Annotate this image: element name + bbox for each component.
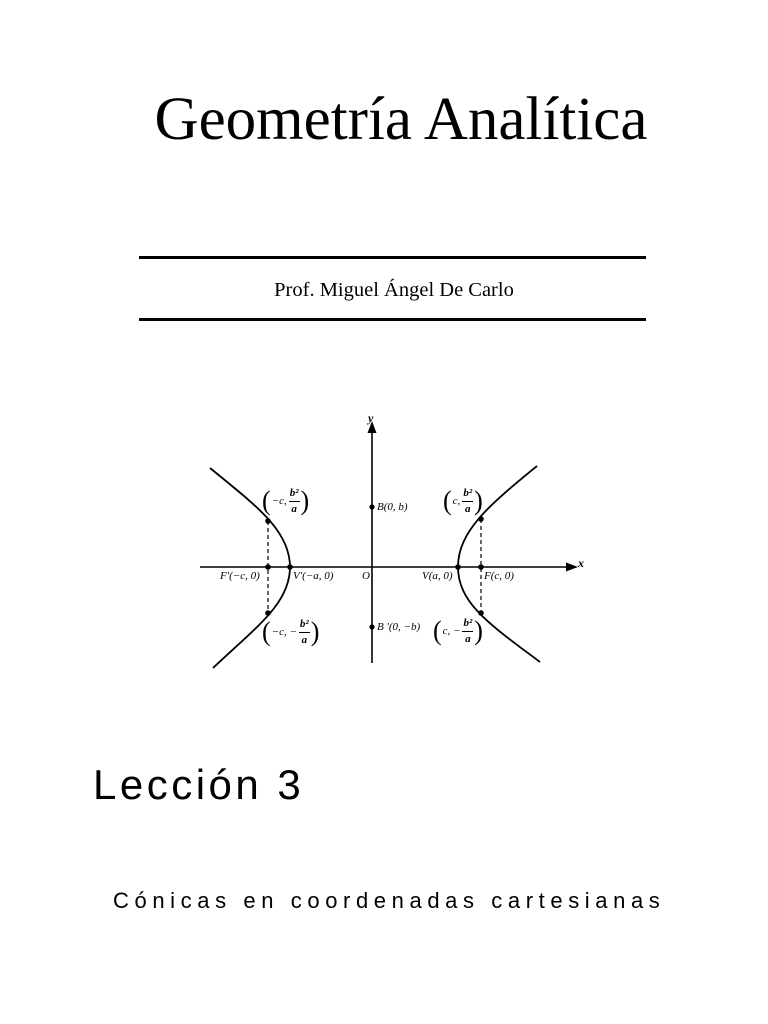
fraction-denominator: a (465, 632, 471, 645)
fraction-numerator: b² (462, 618, 473, 632)
fraction-denominator: a (291, 502, 297, 515)
latus-lower-left-label (262, 616, 320, 648)
vertex-left-label: V′(−a, 0) (293, 570, 334, 582)
point-vertex-right (455, 564, 461, 570)
origin-label: O (362, 570, 370, 582)
coordinate-prefix: −c, (271, 494, 287, 507)
focus-right-label: F(c, 0) (484, 570, 514, 582)
fraction (462, 618, 473, 645)
fraction (462, 488, 473, 515)
open-paren: ( (262, 616, 271, 648)
open-paren: ( (433, 615, 442, 647)
coordinate-prefix: c, (452, 494, 461, 507)
vertex-right-label: V(a, 0) (422, 570, 453, 582)
lesson-subtitle: Cónicas en coordenadas cartesianas (113, 888, 666, 913)
author-name: Prof. Miguel Ángel De Carlo (274, 279, 514, 301)
point-latus-upper-left (265, 518, 271, 524)
focus-left-label: F′(−c, 0) (220, 570, 260, 582)
point-latus-lower-left (265, 610, 271, 616)
close-paren: ) (474, 615, 483, 647)
document-title: Geometría Analítica (154, 86, 648, 153)
fraction-numerator: b² (299, 619, 310, 633)
x-axis-label: x (578, 556, 584, 570)
point-focus-right (478, 564, 484, 570)
latus-lower-right-label (433, 615, 483, 647)
lesson-number: Lección 3 (93, 761, 305, 808)
x-axis-arrowhead (566, 563, 578, 572)
fraction-numerator: b² (289, 488, 300, 502)
b-top-label: B(0, b) (377, 501, 408, 513)
close-paren: ) (310, 616, 320, 648)
point-latus-upper-right (478, 516, 484, 522)
y-axis-label: y (368, 411, 374, 425)
open-paren: ( (262, 485, 271, 517)
fraction-denominator: a (464, 502, 471, 515)
fraction-numerator: b² (462, 488, 473, 502)
open-paren: ( (443, 485, 452, 517)
point-b-bottom (369, 624, 374, 629)
close-paren: ) (474, 485, 483, 517)
b-bottom-label: B ′(0, −b) (377, 621, 421, 633)
fraction (289, 488, 300, 515)
fraction-denominator: a (301, 633, 308, 646)
latus-upper-right-label (443, 485, 483, 517)
fraction (299, 619, 310, 646)
coordinate-prefix: c, − (442, 624, 461, 637)
close-paren: ) (300, 485, 310, 517)
point-b-top (369, 504, 374, 509)
point-focus-left (265, 564, 271, 570)
coordinate-prefix: −c, − (271, 625, 297, 638)
point-vertex-left (287, 564, 293, 570)
latus-upper-left-label (262, 485, 310, 517)
